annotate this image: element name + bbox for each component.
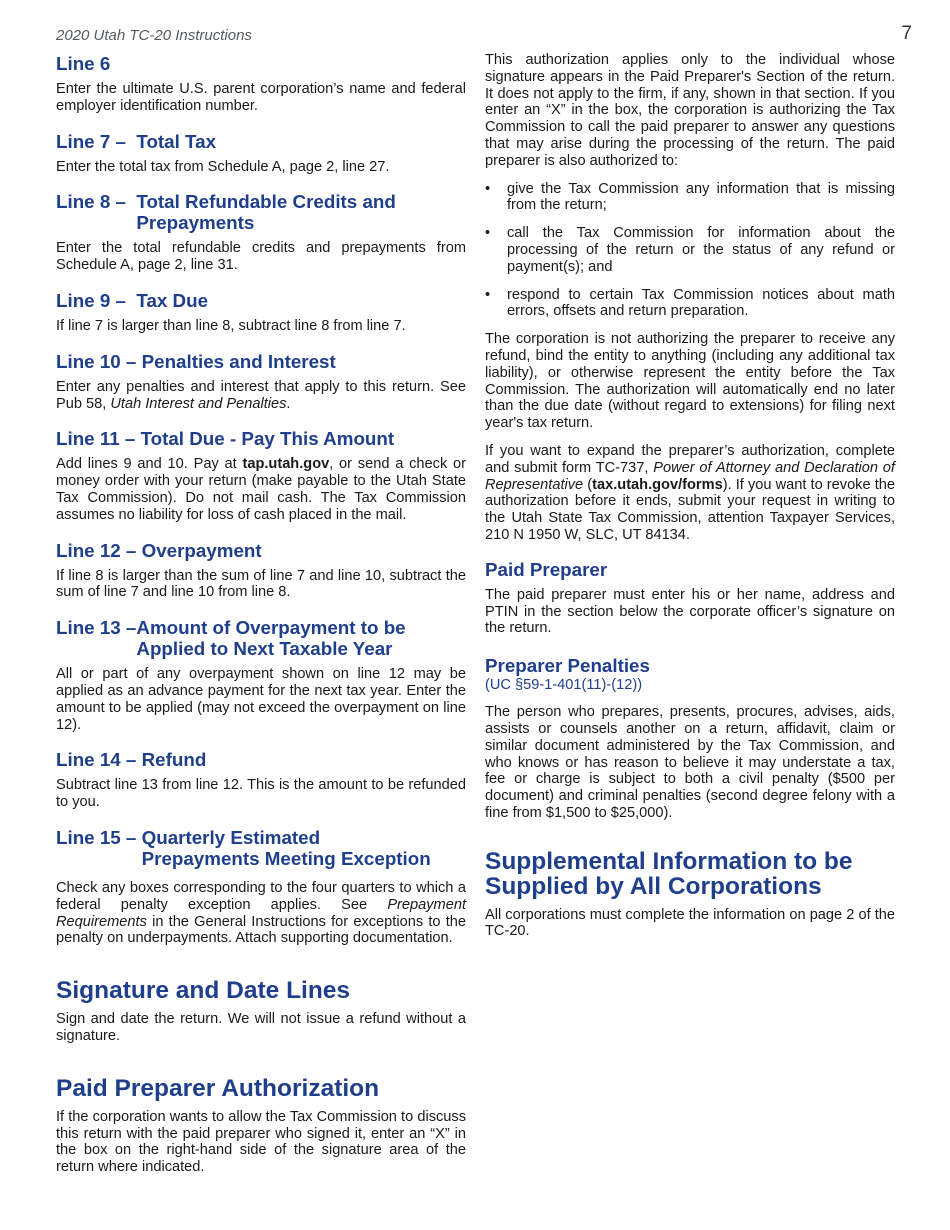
signature-heading: Signature and Date Lines (56, 977, 351, 1005)
preparer-penalties-citation: (UC §59-1-401(11)-(12)) (485, 677, 643, 694)
line12-heading: Line 12 – Overpayment (56, 539, 262, 561)
line13-text: All or part of any overpayment shown on line 12 may be applied as an advance payment for the next tax year. Enter the amount to be applied (may not exceed the overpayment on line 12). (56, 666, 466, 733)
line6-heading: Line 6 (56, 53, 111, 74)
line9-heading: Line 9 – Tax Due (56, 289, 209, 311)
line15-text: Check any boxes corresponding to the four quarters to which a federal penalty exception applies. See Prepayment Requirements in the General Instructions for exceptions to the penalty on underpayments. Attach supporting documentation. (56, 879, 466, 947)
expand-authorization-text: If you want to expand the preparer’s authorization, complete and submit form TC-737, Power of Attorney and Declaration of Representative (tax.utah.gov/forms). If you want to revoke the authorization before it ends, submit your request in writing to the Utah State Tax Commission, attention Taxpayer Services, 210 N 1950 W, SLC, UT 84134. (485, 442, 895, 543)
supplemental-text: All corporations must complete the information on page 2 of the TC-20. (485, 906, 895, 940)
authorization-heading: Paid Preparer Authorization (56, 1074, 380, 1102)
line9-text: If line 7 is larger than line 8, subtract line 8 from line 7. (56, 317, 406, 334)
list-item: • respond to certain Tax Commission notices about math errors, offsets and return preparation. (485, 287, 895, 321)
paid-preparer-heading: Paid Preparer (485, 558, 608, 580)
line7-text: Enter the total tax from Schedule A, page 2, line 27. (56, 158, 390, 175)
paid-preparer-text: The paid preparer must enter his or her name, address and PTIN in the section below the corporate officer’s signature on the return. (485, 586, 895, 637)
line13-heading: Line 13 – Amount of Overpayment to be Applied to Next Taxable Year (56, 617, 406, 660)
tap-utah-link: tap.utah.gov (242, 456, 330, 473)
line10-text: Enter any penalties and interest that apply to this return. See Pub 58, Utah Interest and Penalties. (56, 378, 466, 412)
line7-heading: Line 7 – Total Tax (56, 130, 217, 152)
list-item: • give the Tax Commission any information that is missing from the return; (485, 181, 895, 215)
supplemental-heading: Supplemental Information to be Supplied by All Corporations (485, 847, 853, 900)
preparer-penalties-text: The person who prepares, presents, procures, advises, aids, assists or counsels another on a return, affidavit, claim or similar document administered by the Tax Commission, and who knows or has reason to believe it may understate a tax, fee or charge is subject to both a civil penalty ($500 per document) and criminal penalties (second degree felony with a fine from $1,500 to $25,000). (485, 704, 895, 821)
line12-text: If line 8 is larger than the sum of line 7 and line 10, subtract the sum of line 7 and line 10 from line 8. (56, 567, 466, 601)
list-item: • call the Tax Commission for information about the processing of the return or the status of any refund or payment(s); and (485, 225, 895, 275)
line10-heading: Line 10 – Penalties and Interest (56, 350, 336, 372)
signature-text: Sign and date the return. We will not issue a refund without a signature. (56, 1011, 466, 1044)
line6-text: Enter the ultimate U.S. parent corporation’s name and federal employer identification number. (56, 81, 466, 114)
line14-text: Subtract line 13 from line 12. This is the amount to be refunded to you. (56, 777, 466, 811)
line14-heading: Line 14 – Refund (56, 749, 207, 771)
forms-link: tax.utah.gov/forms (592, 476, 723, 493)
page-number: 7 (901, 23, 912, 44)
authorization-continued: This authorization applies only to the individual whose signature appears in the Paid Preparer's Section of the return. It does not apply to the firm, if any, shown in that section. If you enter an “X” in the box, the corporation is authorizing the Tax Commission to call the paid preparer to answer any questions that may arise during the processing of the return. The paid preparer is also authorized to: (485, 52, 895, 169)
line15-heading: Line 15 – Quarterly Estimated Prepayments Meeting Exception (56, 826, 431, 869)
right-column (485, 52, 895, 951)
authorization-list (485, 181, 895, 321)
line11-text: Add lines 9 and 10. Pay at tap.utah.gov, or send a check or money order with your return (make payable to the Utah State Tax Commission). Do not mail cash. The Tax Commission assumes no liability for loss of cash placed in the mail. (56, 456, 466, 523)
left-column (56, 53, 466, 1187)
authorization-text: If the corporation wants to allow the Tax Commission to discuss this return with the paid preparer who signed it, enter an “X” in the box on the right-hand side of the signature area of the return where indicated. (56, 1108, 466, 1176)
line8-text: Enter the total refundable credits and prepayments from Schedule A, page 2, line 31. (56, 240, 466, 274)
running-header: 2020 Utah TC-20 Instructions (56, 27, 252, 44)
not-authorized-text: The corporation is not authorizing the preparer to receive any refund, bind the entity to anything (including any additional tax liability), or otherwise represent the entity before the Tax Commission. The authorization will automatically end no later than the due date (without regard to extensions) for filing next year's tax return. (485, 331, 895, 432)
line11-heading: Line 11 – Total Due - Pay This Amount (56, 428, 395, 450)
preparer-penalties-heading: Preparer Penalties (485, 655, 650, 677)
line8-heading: Line 8 – Total Refundable Credits and Prepayments (56, 191, 396, 234)
